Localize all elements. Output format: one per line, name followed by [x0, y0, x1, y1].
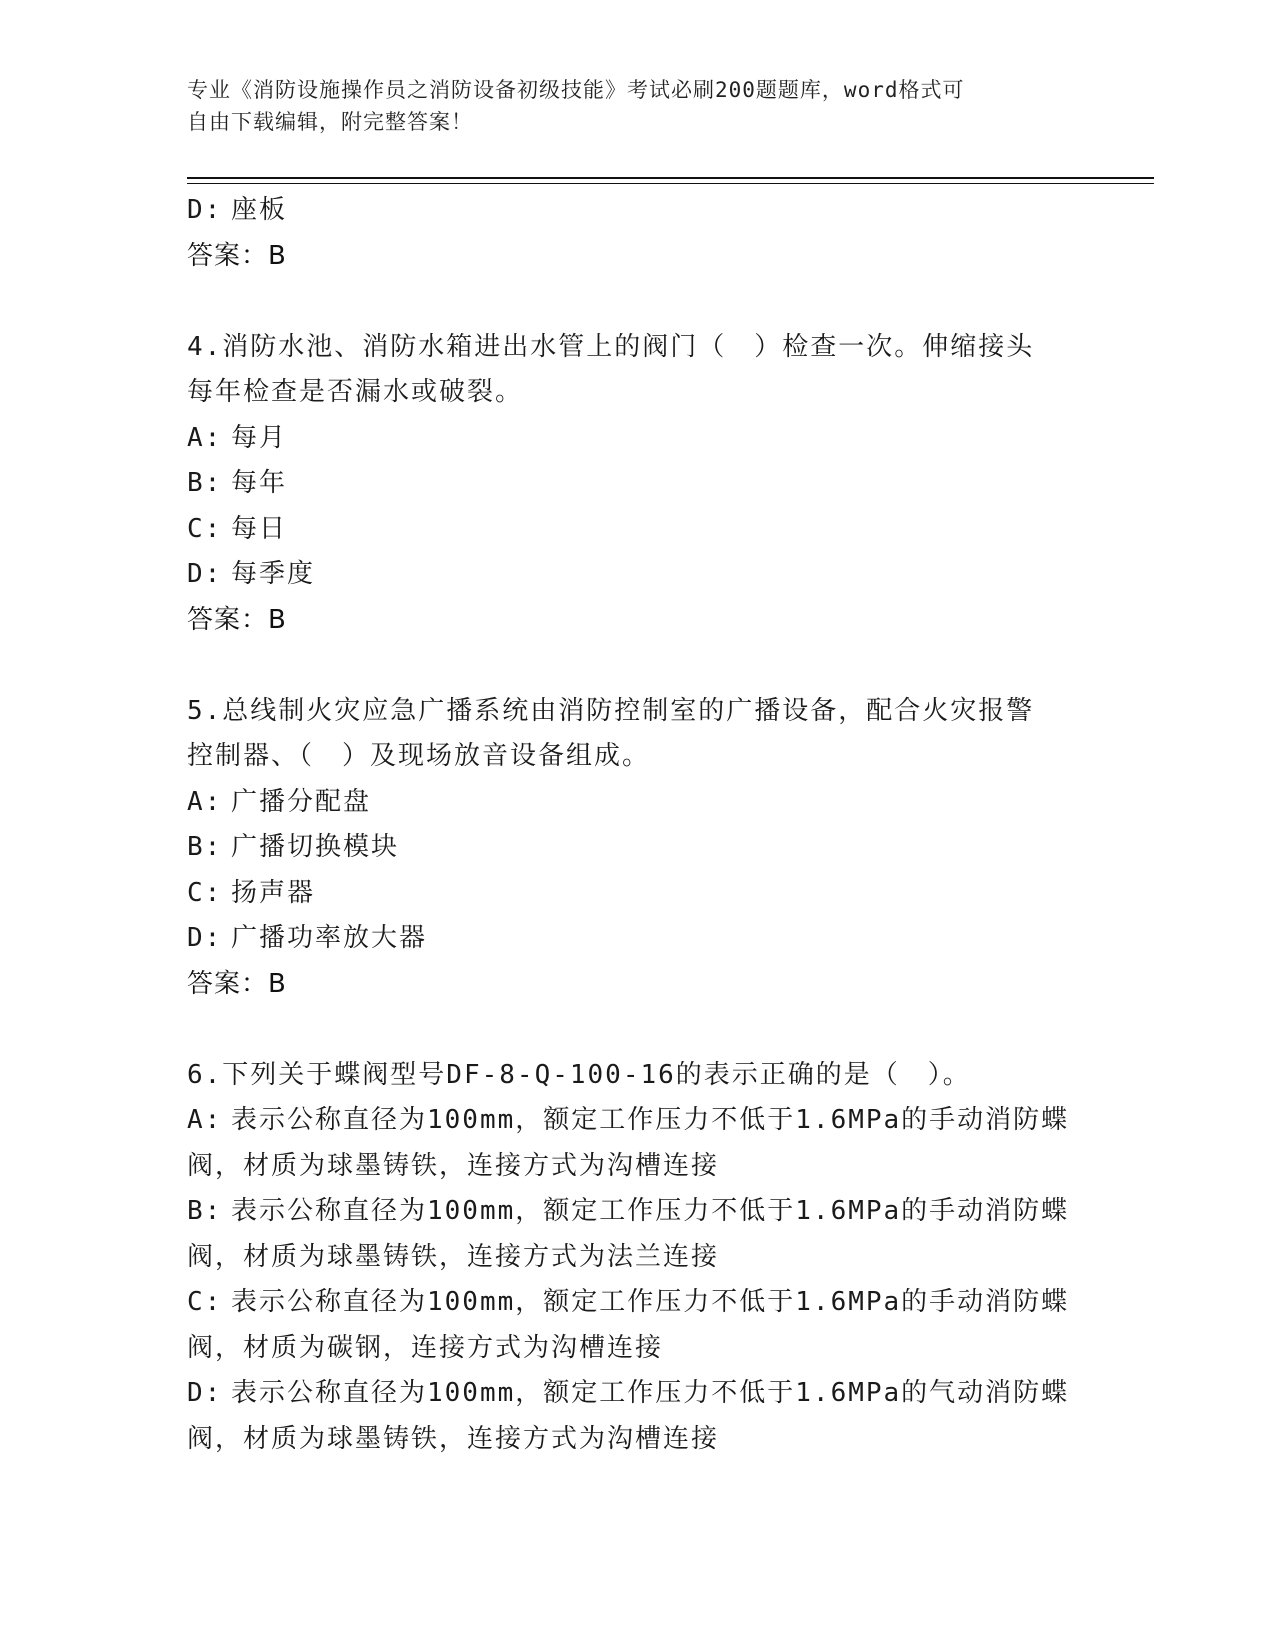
option-text: 扬声器: [231, 877, 316, 908]
q6-option-c-line-1: [187, 1280, 1087, 1326]
q6-option-d-line-1: [187, 1371, 1087, 1417]
q5-option-b: [187, 825, 1087, 871]
option-text: 表示公称直径为100mm，额定工作压力不低于1.6MPa的手动消防蝶: [231, 1196, 1070, 1226]
option-label: C:: [187, 513, 223, 544]
q6-option-a-line-1: [187, 1098, 1087, 1144]
option-text: 广播功率放大器: [231, 923, 428, 953]
q5-option-d: [187, 916, 1087, 962]
header-line-2: 自由下载编辑，附完整答案！: [187, 110, 473, 134]
option-text: 表示公称直径为100mm，额定工作压力不低于1.6MPa的气动消防蝶: [231, 1378, 1070, 1408]
q5-stem-line-1: 5.总线制火灾应急广播系统由消防控制室的广播设备，配合火灾报警: [187, 695, 1035, 726]
spacer: [187, 279, 1087, 325]
q4-option-c: [187, 507, 1087, 553]
q3-option-d: [187, 188, 1087, 234]
option-text: 广播切换模块: [231, 832, 400, 862]
option-text: 每日: [231, 513, 288, 544]
option-label: C:: [187, 877, 223, 908]
spacer: [187, 643, 1087, 689]
header-rule-thick: [187, 177, 1154, 179]
q6-option-d-line-2: 阀，材质为球墨铸铁，连接方式为沟槽连接: [187, 1423, 720, 1454]
q5-option-a: [187, 780, 1087, 826]
q6-option-a-line-2: 阀，材质为球墨铸铁，连接方式为沟槽连接: [187, 1150, 720, 1181]
q4-option-b: [187, 461, 1087, 507]
q4-option-d: [187, 552, 1087, 598]
q5-answer: 答案：B: [187, 968, 287, 999]
q6-option-c-line-2: 阀，材质为碳钢，连接方式为沟槽连接: [187, 1332, 664, 1363]
option-label: D:: [187, 195, 223, 225]
option-text: 表示公称直径为100mm，额定工作压力不低于1.6MPa的手动消防蝶: [231, 1287, 1070, 1317]
option-label: D:: [187, 559, 223, 589]
option-label: A:: [187, 422, 223, 453]
option-label: B:: [187, 1196, 223, 1226]
page-header: [187, 74, 1067, 138]
option-label: C:: [187, 1287, 223, 1317]
document-body: [187, 188, 1087, 1462]
option-text: 表示公称直径为100mm，额定工作压力不低于1.6MPa的手动消防蝶: [231, 1105, 1070, 1135]
option-text: 每月: [231, 422, 288, 453]
spacer: [187, 1007, 1087, 1053]
option-label: D:: [187, 923, 223, 953]
option-text: 广播分配盘: [231, 786, 372, 817]
q4-stem-line-1: 4.消防水池、消防水箱进出水管上的阀门（ ）检查一次。伸缩接头: [187, 331, 1035, 362]
header-line-1: 专业《消防设施操作员之消防设备初级技能》考试必刷200题题库，word格式可: [187, 78, 965, 102]
q4-stem-line-2: 每年检查是否漏水或破裂。: [187, 377, 524, 407]
option-label: A:: [187, 786, 223, 817]
q6-option-b-line-1: [187, 1189, 1087, 1235]
q3-answer: 答案：B: [187, 240, 287, 271]
option-label: A:: [187, 1105, 223, 1135]
q4-option-a: [187, 416, 1087, 462]
q4-answer: 答案：B: [187, 604, 287, 635]
option-label: D:: [187, 1378, 223, 1408]
q5-stem-line-2: 控制器、（ ）及现场放音设备组成。: [187, 741, 651, 771]
q6-stem: 6.下列关于蝶阀型号DF-8-Q-100-16的表示正确的是（ ）。: [187, 1059, 971, 1090]
option-text: 每季度: [231, 559, 316, 589]
header-rule-thin: [187, 183, 1154, 184]
option-label: B:: [187, 468, 223, 498]
q6-option-b-line-2: 阀，材质为球墨铸铁，连接方式为法兰连接: [187, 1241, 720, 1272]
q5-option-c: [187, 871, 1087, 917]
option-text: 每年: [231, 468, 288, 498]
option-text: 座板: [231, 195, 288, 225]
option-label: B:: [187, 832, 223, 862]
